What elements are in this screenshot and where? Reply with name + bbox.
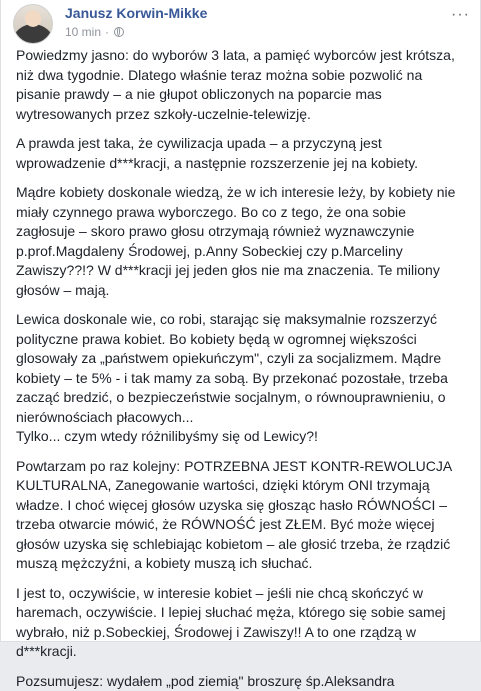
author-name[interactable]: Janusz Korwin-Mikke bbox=[65, 5, 207, 21]
post-meta bbox=[65, 25, 124, 39]
post-paragraph: A prawda jest taka, że cywilizacja upada – a przyczyną jest wprowadzenie d***kracji, a następnie rozszerzenie jej na kobiety. bbox=[16, 134, 468, 173]
meta-separator: · bbox=[105, 25, 109, 39]
post-paragraph: Pozsumujesz: wydałem „pod ziemią" broszurę śp.Aleksandra bbox=[16, 672, 468, 691]
post-body bbox=[16, 46, 468, 691]
post-paragraph: I jest to, oczywiście, w interesie kobiet – jeśli nie chcą skończyć w haremach, oczywiście. I lepiej słuchać męża, którego się sobie samej wybrało, niż p.Sobeckiej, Środowej i Zawiszy!! A to one rządzą w d***kracji. bbox=[16, 584, 468, 662]
post-timestamp[interactable]: 10 min bbox=[65, 25, 101, 39]
author-avatar[interactable] bbox=[13, 4, 53, 44]
more-options-icon[interactable]: ··· bbox=[451, 6, 470, 24]
globe-icon bbox=[114, 27, 124, 37]
post-header bbox=[13, 0, 470, 46]
post-paragraph: Lewica doskonale wie, co robi, starając się maksymalnie rozszerzyć polityczne prawa kobiet. Bo kobiety będą w ogromnej większości glosowały za „państwem opiekuńczym", czyli za socjalizmem. Mądre kobiety – te 5% - i tak mamy za sobą. By przekonać pozostałe, trzeba zacząć bredzić, o bezpieczeństwie socjalnym, o równouprawnieniu, o nierównościach płacowych... Tylko... czym wtedy różnilibyśmy się od Lewicy?! bbox=[16, 310, 468, 447]
post-paragraph: Mądre kobiety doskonale wiedzą, że w ich interesie leży, by kobiety nie miały czynnego prawa wyborczego. Bo co z tego, że ona sobie zagłosuje – skoro prawo głosu otrzymają również wyznawczynie p.prof.Magdaleny Środowej, p.Anny Sobeckiej czy p.Marceliny Zawiszy??!? W d***kracji jej jeden głos nie ma znaczenia. Te miliony głosów – mają. bbox=[16, 183, 468, 300]
post-paragraph: Powiedzmy jasno: do wyborów 3 lata, a pamięć wyborców jest krótsza, niż dwa tygodnie. Dlatego właśnie teraz można sobie pozwolić na pisanie prawdy – a nie głupot obliczonych na poparcie mas wytresowanych przez szkoły-uczelnie-telewizję. bbox=[16, 46, 468, 124]
post-paragraph: Powtarzam po raz kolejny: POTRZEBNA JEST KONTR-REWOLUCJA KULTURALNA, Zanegowanie wartości, dzięki którym ONI trzymają władze. I choć więcej głosów uzyska się głosząc hasło RÓWNOŚCI – trzeba otwarcie mówić, że RÓWNOŚĆ jest ZŁEM. Być może więcej głosów uzyska się schlebiając kobietom – ale głosić trzeba, że rządzić muszą mężczyźni, a kobiety muszą ich słuchać. bbox=[16, 457, 468, 574]
